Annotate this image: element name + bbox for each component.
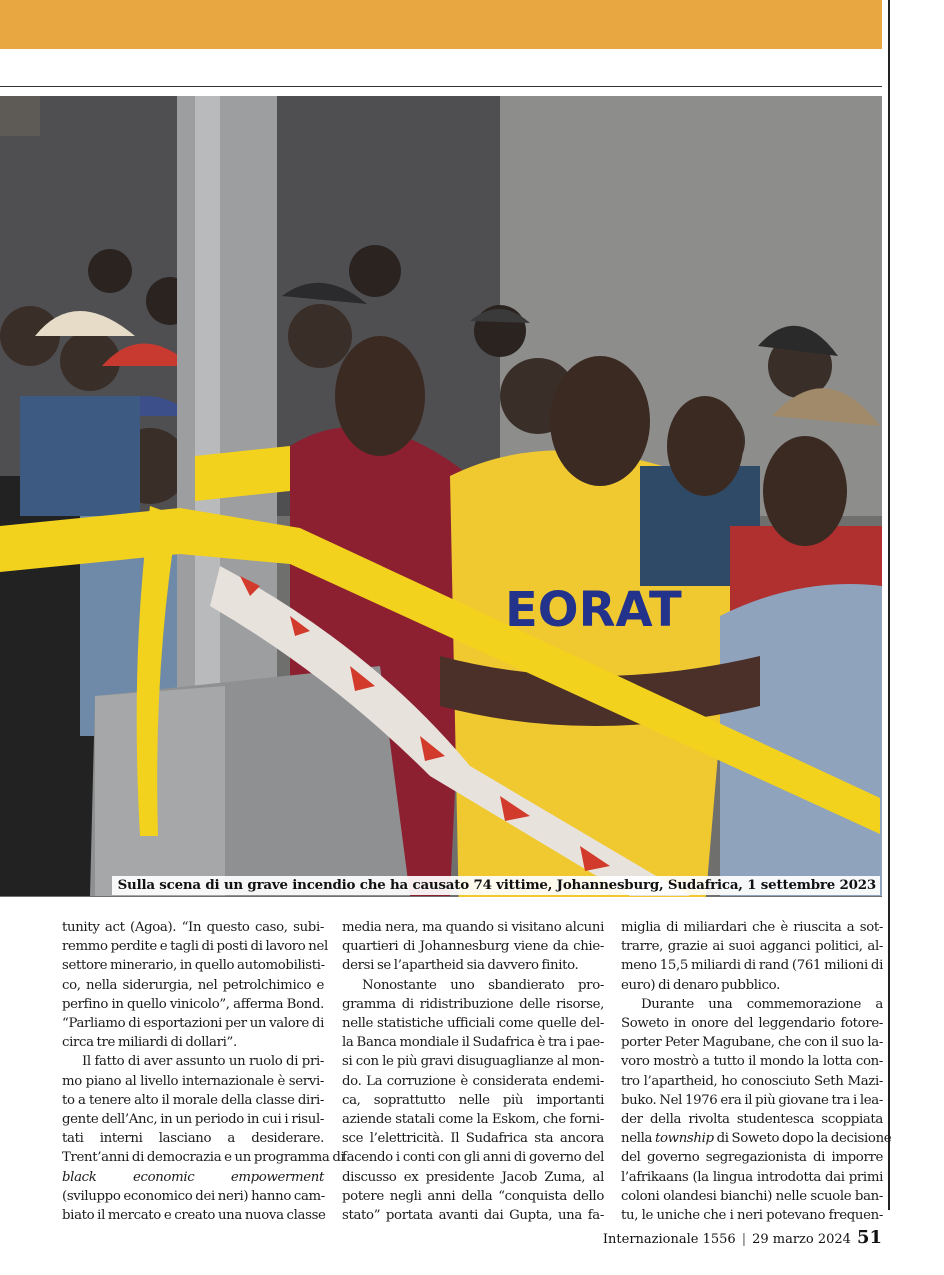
photo-illustration <box>0 96 882 897</box>
text-line: media nera, ma quando si visitano alcuni <box>342 920 604 935</box>
text-line: voro mostrò a tutto il mondo la lotta con- <box>621 1054 883 1070</box>
text-line: nelle statistiche ufficiali come quelle del- <box>342 1016 604 1032</box>
text-line: Nonostante uno sbandierato pro- <box>362 977 604 993</box>
text-line: meno 15,5 miliardi di rand (761 milioni di <box>621 958 883 974</box>
text-line: aziende statali come la Eskom, che forni- <box>342 1112 604 1128</box>
text-line: stato” portata avanti dai Gupta, una fa- <box>342 1208 604 1224</box>
magazine-issue: Internazionale 1556 <box>602 1232 736 1247</box>
text-line: to a tenere alto il morale della classe diri- <box>62 1092 324 1108</box>
text-line: facendo i conti con gli anni di governo del <box>342 1150 604 1166</box>
article-column-3 <box>621 918 892 1225</box>
text-line: “Parliamo di esportazioni per un valore di <box>62 1016 324 1032</box>
text-line: euro) di denaro pubblico. <box>621 977 780 993</box>
italic-term: black economic empowerment <box>62 1169 324 1185</box>
page-footer <box>603 1227 882 1248</box>
text-line: coloni olandesi bianchi) nelle scuole ban- <box>621 1188 883 1204</box>
text-line: der della rivolta studentesca scoppiata <box>621 1112 883 1128</box>
text-line: sce l’elettricità. Il Sudafrica sta ancora <box>342 1131 604 1147</box>
article-column-1 <box>62 918 345 1225</box>
italic-term: township <box>655 1131 714 1147</box>
text-line: tro l’apartheid, ho conosciuto Seth Mazi- <box>621 1073 883 1089</box>
article-photo <box>0 96 882 897</box>
text-line: trarre, grazie ai suoi agganci politici, al- <box>621 939 883 955</box>
text-line: l’afrikaans (la lingua introdotta dai primi <box>621 1169 883 1185</box>
text-line: porter Peter Magubane, che con il suo la- <box>621 1035 883 1051</box>
text-fragment: nella <box>621 1131 653 1147</box>
text-line: gente dell’Anc, in un periodo in cui i risul- <box>62 1112 324 1128</box>
text-line: tunity act (Agoa). “In questo caso, subi- <box>62 920 324 935</box>
footer-separator: | <box>741 1232 747 1247</box>
svg-text:EORAT: EORAT <box>505 582 682 638</box>
header-color-band <box>0 0 882 49</box>
text-line: perfino in quello vinicolo”, afferma Bond. <box>62 996 324 1012</box>
text-line: (sviluppo economico dei neri) hanno cam- <box>62 1188 325 1204</box>
text-line: si con le più gravi disuguaglianze al mon- <box>342 1054 604 1070</box>
text-line: settore minerario, in quello automobilisti- <box>62 958 325 974</box>
text-line: del governo segregazionista di imporre <box>621 1150 883 1166</box>
text-line: Trent’anni di democrazia e un programma di <box>62 1150 345 1166</box>
text-line: Soweto in onore del leggendario fotore- <box>621 1016 883 1032</box>
text-line: tati interni lasciano a desiderare. <box>62 1131 324 1147</box>
text-line: Durante una commemorazione a <box>641 996 883 1012</box>
text-line <box>621 1129 892 1148</box>
page-number: 51 <box>856 1227 882 1248</box>
text-line: potere negli anni della “conquista dello <box>342 1188 604 1204</box>
text-line: biato il mercato e creato una nuova classe <box>62 1208 326 1224</box>
text-line: mo piano al livello internazionale è servi- <box>62 1073 324 1089</box>
text-line: quartieri di Johannesburg viene da chie- <box>342 939 604 955</box>
page-edge-line <box>888 0 890 1210</box>
text-line: co, nella siderurgia, nel petrolchimico e <box>62 977 324 993</box>
text-line: la Banca mondiale il Sudafrica è tra i pae- <box>342 1035 604 1051</box>
text-line: dersi se l’apartheid sia davvero finito. <box>342 958 579 974</box>
text-line: ca, soprattutto nelle più importanti <box>342 1092 604 1108</box>
text-line: Il fatto di aver assunto un ruolo di pri- <box>82 1054 324 1070</box>
text-fragment: di Soweto dopo la decisione <box>716 1131 892 1147</box>
text-line: do. La corruzione è considerata endemi- <box>342 1073 604 1089</box>
article-column-2 <box>342 918 604 1225</box>
text-line: tu, le uniche che i neri potevano frequen- <box>621 1208 883 1224</box>
text-line: buko. Nel 1976 era il più giovane tra i lea- <box>621 1092 883 1108</box>
text-line: discusso ex presidente Jacob Zuma, al <box>342 1169 604 1185</box>
text-line: gramma di ridistribuzione delle risorse, <box>342 996 604 1012</box>
text-line: circa tre miliardi di dollari”. <box>62 1035 237 1051</box>
issue-date: 29 marzo 2024 <box>752 1232 851 1247</box>
header-rule <box>0 86 882 87</box>
text-line: remmo perdite e tagli di posti di lavoro nel <box>62 939 328 955</box>
text-line <box>62 1168 324 1187</box>
photo-caption: Sulla scena di un grave incendio che ha causato 74 vittime, Johannesburg, Sudafrica, 1 settembre 2023 <box>112 876 880 895</box>
text-line: miglia di miliardari che è riuscita a sot- <box>621 920 883 935</box>
